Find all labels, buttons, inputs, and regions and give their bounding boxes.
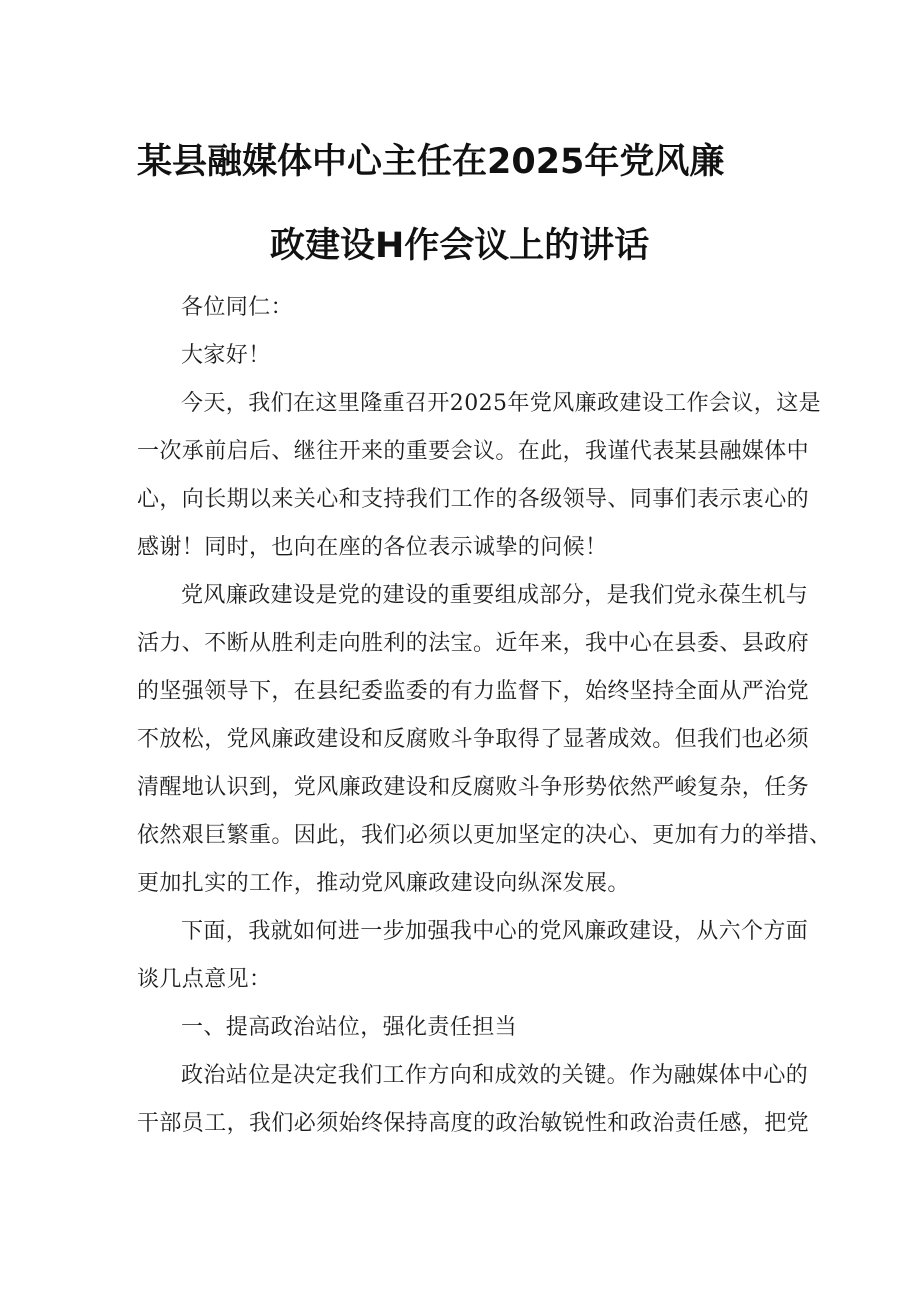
- body-text-line: 感谢！同时，也向在座的各位表示诚挚的问候！: [137, 535, 608, 560]
- body-text-line: 一次承前启后、继往开来的重要会议。在此，我谨代表某县融媒体中: [137, 439, 810, 464]
- body-text-line: 依然艰巨繁重。因此，我们必须以更加坚定的决心、更加有力的举措、: [137, 823, 832, 848]
- body-text-line: 党风廉政建设是党的建设的重要组成部分，是我们党永葆生机与: [181, 583, 809, 608]
- body-text-line: 不放松，党风廉政建设和反腐败斗争取得了显著成效。但我们也必须: [137, 727, 810, 752]
- body-text-line: 心，向长期以来关心和支持我们工作的各级领导、同事们表示衷心的: [137, 487, 810, 512]
- body-text-line: 干部员工，我们必须始终保持高度的政治敏锐性和政治责任感，把党: [137, 1111, 810, 1136]
- body-text-line: 谈几点意见：: [137, 967, 272, 992]
- salutation-line: 各位同仁：: [181, 295, 294, 320]
- greeting-line: 大家好！: [181, 343, 271, 368]
- body-text-line: 政治站位是决定我们工作方向和成效的关键。作为融媒体中心的: [181, 1063, 809, 1088]
- section-heading: 一、提高政治站位，强化责任担当: [181, 1015, 518, 1040]
- body-text-line: 下面，我就如何进一步加强我中心的党风廉政建设，从六个方面: [181, 919, 809, 944]
- document-title-line-2: 政建设H作会议上的讲话: [270, 226, 650, 266]
- document-title-line-1: 某县融媒体中心主任在2025年党风廉: [137, 142, 725, 182]
- body-text-line: 更加扎实的工作，推动党风廉政建设向纵深发展。: [137, 871, 630, 896]
- body-text-line: 的坚强领导下，在县纪委监委的有力监督下，始终坚持全面从严治党: [137, 679, 810, 704]
- body-text-line: 清醒地认识到，党风廉政建设和反腐败斗争形势依然严峻复杂，任务: [137, 775, 810, 800]
- body-text-line: 活力、不断从胜利走向胜利的法宝。近年来，我中心在县委、县政府: [137, 631, 810, 656]
- body-text-line: 今天，我们在这里隆重召开2025年党风廉政建设工作会议，这是: [181, 391, 821, 416]
